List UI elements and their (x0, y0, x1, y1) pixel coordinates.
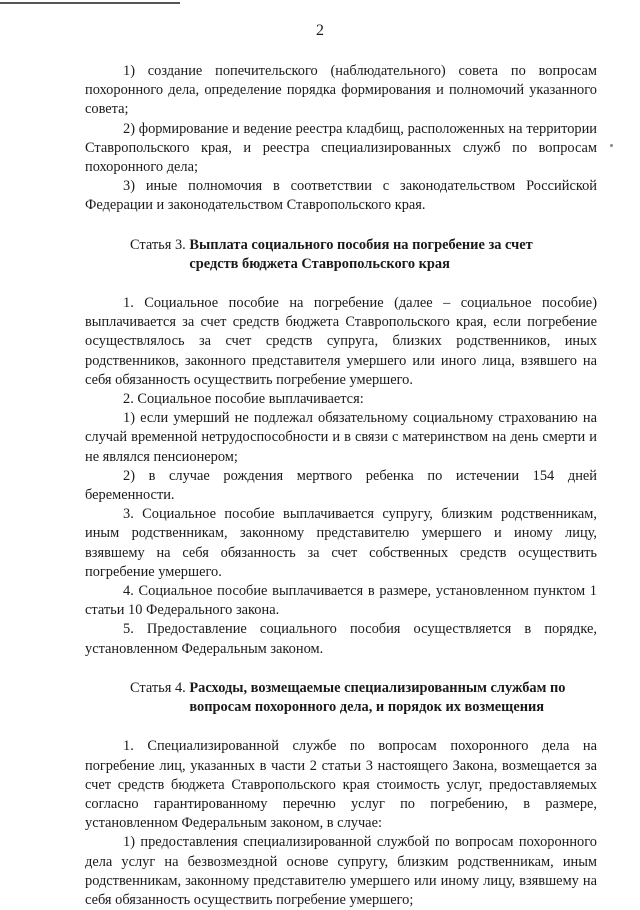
paragraph: 1. Специализированной службе по вопросам похоронного дела на погребение лиц, указанных в части 2 статьи 3 настоящего Закона, возмещается за счет средств бюджета Ставропольского края стоимость услуг, предоставляемых согласно гарантированному перечню услуг по погребению, в размере, установленном Федеральным законом, в случае: (85, 738, 597, 832)
article-3-heading (85, 236, 597, 274)
scan-speck (610, 144, 613, 147)
paragraph: 1) создание попечительского (наблюдательного) совета по вопросам похоронного дела, определение порядка формирования и полномочий указанного совета; (85, 63, 597, 118)
paragraph: 1) если умерший не подлежал обязательному социальному страхованию на случай временной нетрудоспособности и в связи с материнством на день смерти и не являлся пенсионером; (85, 410, 597, 465)
paragraph: 4. Социальное пособие выплачивается в размере, установленном пунктом 1 статьи 10 Федерального закона. (85, 583, 597, 619)
article-title: Выплата социального пособия на погребение за счет средств бюджета Ставропольского края (189, 236, 533, 272)
paragraph: 5. Предоставление социального пособия осуществляется в порядке, установленном Федеральным законом. (85, 621, 597, 657)
paragraph: 3) иные полномочия в соответствии с законодательством Российской Федерации и законодательством Ставропольского края. (85, 178, 597, 214)
paragraph: 2) в случае рождения мертвого ребенка по истечении 154 дней беременности. (85, 467, 597, 504)
article-label: Статья 4. (130, 679, 190, 696)
page-number: 2 (316, 22, 324, 39)
paragraph: 1. Социальное пособие на погребение (далее – социальное пособие) выплачивается за счет средств бюджета Ставропольского края, если погребение осуществлялось за счет средств супруга, близких родственников, иных родственников, законного представителя умершего или иного лица, взявшего на себя обязанность осуществить погребение умершего. (85, 295, 597, 388)
document-body (85, 62, 597, 910)
paragraph: 3. Социальное пособие выплачивается супругу, близким родственникам, иным родственникам, законному представителю умершего и иному лицу, взявшему на себя обязанность за счет собственных средств осуществить погребение умершего. (85, 506, 597, 580)
top-rule (0, 2, 180, 4)
article-title: Расходы, возмещаемые специализированным службам по вопросам похоронного дела, и порядок их возмещения (189, 679, 566, 716)
paragraph: 2) формирование и ведение реестра кладбищ, расположенных на территории Ставропольского края, и реестра специализированных служб по вопросам похоронного дела; (85, 120, 597, 176)
paragraph: 1) предоставления специализированной службой по вопросам похоронного дела услуг на безвозмездной основе супругу, близким родственникам, иным родственникам, законному представителю умершего или иному лицу, взявшему на себя обязанность осуществить погребение умершего; (85, 834, 597, 908)
article-label: Статья 3. (130, 236, 190, 253)
article-4-heading (85, 679, 597, 717)
paragraph: 2. Социальное пособие выплачивается: (123, 391, 364, 408)
